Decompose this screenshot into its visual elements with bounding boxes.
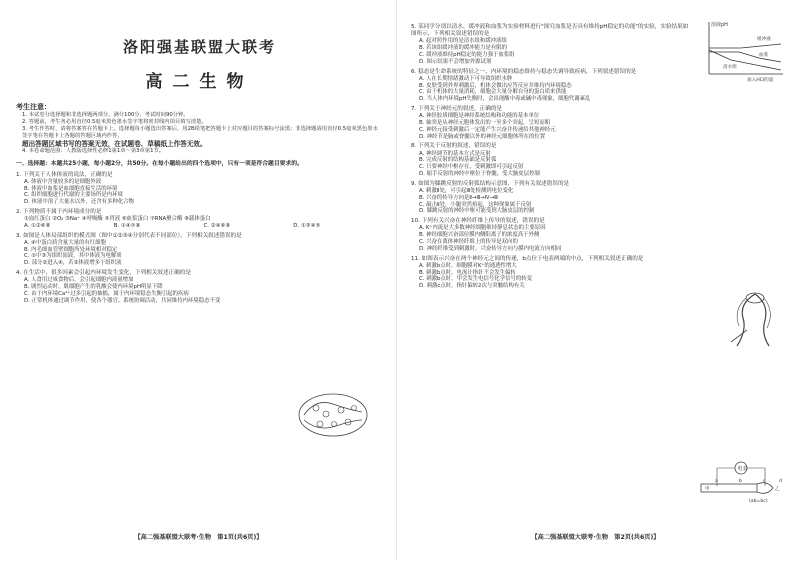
- q10-option-a: A. K⁺内流是大多数神经细胞维持静息状态的主要原因: [419, 225, 546, 232]
- question-4: 4. 在生活中，很多因素会引起内环境发生变化，下列相关叙述正确的是: [16, 270, 191, 277]
- q10-option-c: C. 兴奋在离体神经纤维上的传导是双向的: [419, 238, 518, 245]
- q5-xlabel: 加入HCl的量: [747, 78, 774, 82]
- label-yi: 乙: [775, 487, 780, 492]
- question-5: 5. 某同学分别以清水、缓冲液和血浆为实验材料进行"探究血浆是否具有维持pH稳定的功能"的实验，实验结果如图所示，下列相关叙述错误的是: [411, 24, 689, 38]
- q2-option-a: A. ①②⑥⑧: [24, 222, 51, 229]
- question-2: 2. 下列物质不属于内环境成分的是: [16, 208, 102, 215]
- knee-reflex-diagram: [725, 290, 783, 350]
- q1-option-d: D. 体液中溶了大量水以外，还含有多种化合物: [24, 199, 135, 206]
- q11-option-b: B. 刺激b点时，电流计指针不会发生偏转: [419, 269, 516, 276]
- q4-option-c: C. 由于内环境Ca²⁺过多引起的抽搐，属于内环境稳态失衡引起的疾病: [24, 290, 189, 297]
- q3-option-b: B. 内毛细血管壁细胞所处环境相对稳定: [24, 246, 118, 253]
- question-6: 6. 稳态是生命系统的特征之一，内环境的稳态维持与稳态失调导致疾病，下列叙述错误的是: [411, 68, 637, 75]
- q8-option-d: D. 缩手反射的神经中枢位于脊髓，受大脑皮层控制: [419, 170, 540, 177]
- q2-items: ①血红蛋白 ②O₂ ③Na⁺ ④呼吸酶 ⑤胃液 ⑥血浆蛋白 ⑦RNA聚合酶 ⑧载体蛋白: [24, 216, 211, 223]
- q9-option-d: D. 膝跳反射的神经中枢可能受到大脑皮层的控制: [419, 208, 535, 215]
- q3-option-a: A. ④中蛋白质含量大量的有红细胞: [24, 239, 106, 246]
- q5-ph-chart: [701, 18, 785, 82]
- note-4: 4. 本卷命题范围：人教版选择性必修1第1章～第3章第1节。: [22, 148, 165, 154]
- q7-option-c: C. 神经元接受刺激后一定能产生兴奋并传递给其他神经元: [419, 126, 556, 133]
- q5-ylabel: 溶液pH: [711, 22, 728, 28]
- q1-option-a: A. 体液中含量较多的是细胞外液: [24, 178, 102, 185]
- q7-option-a: A. 神经胶质细胞是神经系统结构和功能的基本单位: [419, 113, 540, 120]
- q11-option-a: A. 刺激b点时，细胞膜对K⁺的通透性增大: [419, 262, 517, 269]
- question-1: 1. 下列关于人体体液的说法，正确的是: [16, 171, 113, 178]
- q2-option-c: C. ②④⑥⑧: [203, 222, 231, 229]
- section-1-heading: 一、选择题：本题共25小题，每小题2分，共50分。在每小题给出的四个选项中，只有一项是符合题目要求的。: [16, 161, 303, 167]
- exam-title: 洛阳强基联盟大联考: [122, 38, 276, 56]
- tissue-diagram: [296, 390, 370, 440]
- question-11: 11. 如图表示兴奋在两个神经元之间的传递，b点位于电表两端的中点，下列相关叙述正确的是: [411, 255, 644, 262]
- q4-option-b: B. 剧烈运动时，肌细胞产生的乳酸会使内环境pH明显下降: [24, 284, 163, 291]
- q8-option-b: B. 完成反射的结构基础是反射弧: [419, 157, 497, 164]
- question-9: 9. 如图为膝跳反射的反射弧结构示意图，下列有关叙述错误的是: [411, 180, 570, 187]
- q8-option-c: C. 只要神经中枢存在，受刺激即可引起反射: [419, 164, 524, 171]
- q1-option-b: B. 体液中血浆是血细胞直接生活的环境: [24, 185, 118, 192]
- q9-option-b: B. 兴奋的传导方向是Ⅱ→Ⅲ→Ⅳ→Ⅲ: [419, 194, 498, 201]
- q9-option-a: A. 刺激Ⅱ处，可引起Ⅲ处检测到电位变化: [419, 187, 514, 194]
- q4-option-d: D. 正常机体通过调节作用，使各个器官、系统协调活动，共同维持内环境稳态不变: [24, 297, 221, 304]
- label-c: c: [763, 479, 766, 484]
- meter-label: 电表: [737, 466, 748, 472]
- q11-option-c: C. 刺激b点时，甲会发生电信号化学信号的转变: [419, 276, 533, 283]
- q2-option-d: D. ①③④⑤: [293, 222, 321, 229]
- question-3: 3. 如图是人体局部组织的模式图（图中①②③④分别代表不同部位），下列相关叙述错误的是: [16, 232, 242, 239]
- q5-label-top: 缓冲液: [757, 37, 771, 42]
- q5-line-mid: [709, 52, 781, 62]
- q4-option-a: A. 人食用过咸食物后，会引起细胞内液量增加: [24, 277, 134, 284]
- question-10: 10. 下列有关兴奋在神经纤维上传导的叙述，错误的是: [411, 218, 545, 225]
- q1-option-c: C. 组织细胞进行代谢的主要场所是内环境: [24, 192, 123, 199]
- q3-option-c: C. ①中③为组织间液，其中体液为电解质: [24, 253, 122, 260]
- q6-option-c: C. 由于机体的大量消耗，细胞会大量分解自身的蛋白质来供能: [419, 89, 567, 96]
- page-1-footer: 【高二强基联盟大联考·生物 第1页(共6页)】: [134, 534, 263, 541]
- q11-option-d: D. 刺激c点时，指针偏转2次与突触结构有关: [419, 283, 525, 290]
- exam-subject: 高二生物: [145, 72, 254, 92]
- q5-line-top: [709, 44, 781, 48]
- q8-option-a: A. 神经调节的基本方式是反射: [419, 150, 491, 157]
- q5-option-a: A. 起对照作用的是清水组和缓冲液组: [419, 38, 507, 45]
- q6-option-d: D. 当人体内环境pH失衡时，会出现酸中毒或碱中毒现象，细胞代谢紊乱: [419, 96, 591, 103]
- label-a: a: [715, 479, 718, 484]
- label-distance: (ab=bc): [749, 499, 768, 504]
- note-2: 2. 答题前，考生务必用直径0.5毫米黑色墨水签字笔将密封线内项目填写清楚。: [22, 119, 207, 125]
- q10-option-b: B. 神经细胞兴奋部位膜内侧阳离子的浓度高于外侧: [419, 232, 540, 239]
- notes-heading: 考生注意：: [16, 103, 51, 111]
- q9-option-c: C. 敲击Ⅱ处，小腿突然抬起，这种现象属于反射: [419, 201, 532, 208]
- label-b: b: [739, 479, 742, 484]
- neuron-diagram: [697, 460, 785, 506]
- q5-option-d: D. 图示结果不会增加外源试剂: [419, 58, 492, 65]
- q6-option-b: B. 皮肤受到外界刺激后，机体会做出应答反应并维持内环境稳态: [419, 82, 572, 89]
- label-jia: 甲: [705, 487, 710, 492]
- q5-option-c: C. 缓冲液维持pH稳定的能力强于血浆组: [419, 52, 515, 58]
- q2-option-b: B. ①④⑦⑧: [113, 222, 141, 229]
- note-3: 3. 考生作答时，请将答案答在答题卡上。选择题每小题选出答案后，用2B铅笔把答题卡上对应题目的答案标号涂黑；非选择题请用直径0.5毫米黑色墨水签字笔在答题卡上各题的答题区域内作答，: [22, 126, 378, 139]
- q7-option-d: D. 神经节是脑或脊髓以外的神经元细胞体所在的位置: [419, 133, 546, 140]
- label-d: d: [779, 479, 782, 484]
- question-8: 8. 下列关于反射的叙述，错误的是: [411, 143, 497, 150]
- q5-label-low: 清水组: [723, 65, 737, 70]
- q7-option-b: B. 轴突是从神经元胞体发出的一至多个突起，呈短而粗: [419, 119, 551, 126]
- q6-option-a: A. 人在长期情绪激动下可导致组织水肿: [419, 75, 513, 82]
- page-2-footer: 【高二强基联盟大联考·生物 第2页(共6页)】: [531, 534, 660, 541]
- note-3-bold: 超出答题区域书写的答案无效，在试题卷、草稿纸上作答无效。: [22, 140, 207, 148]
- q3-option-d: D. 部分②进入④，若②体液增多于组织液: [24, 260, 122, 267]
- exam-page-2: [397, 0, 794, 561]
- q10-option-d: D. 神经纤维受到刺激时，兴奋传导方向与膜内电流方向相同: [419, 245, 562, 252]
- q5-option-b: B. 若该组缓冲液的缓冲能力是有限的: [419, 45, 507, 52]
- question-7: 7. 下列关于神经元的叙述，正确的是: [411, 105, 503, 112]
- q5-label-mid: 血浆: [759, 53, 769, 58]
- note-1: 1. 本试卷分选择题和非选择题两部分。满分100分，考试时间90分钟。: [22, 112, 189, 118]
- q2-options: [24, 223, 383, 230]
